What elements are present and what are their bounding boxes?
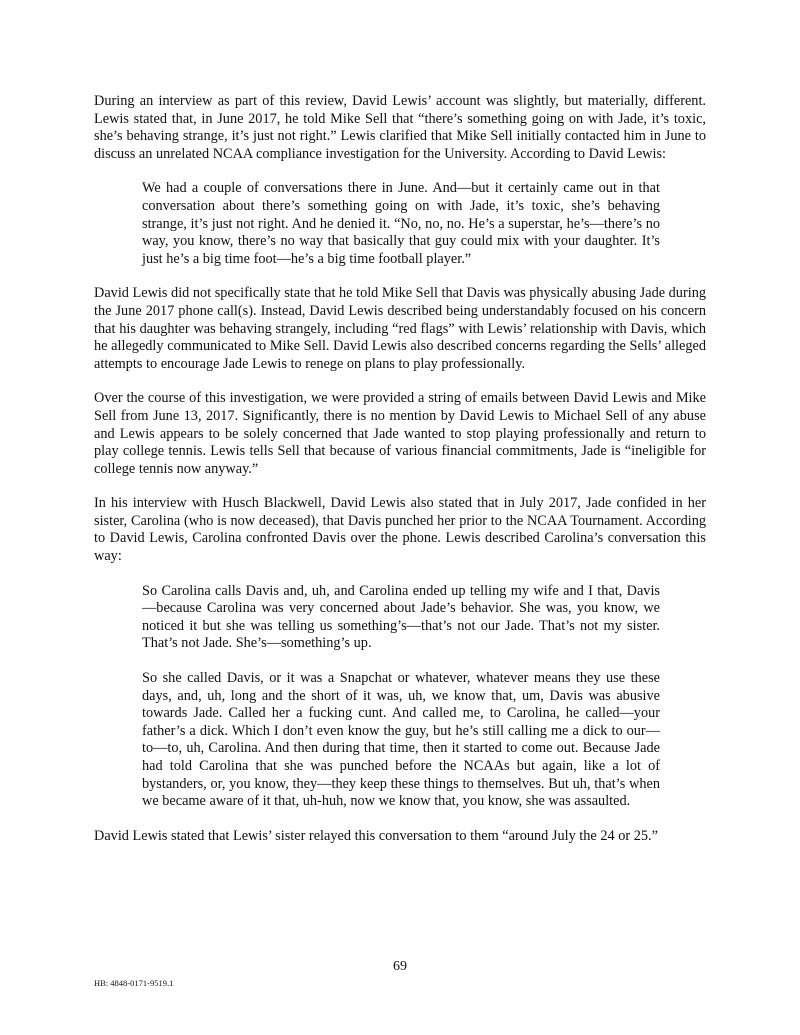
- page-number: 69: [393, 959, 407, 974]
- paragraph-husch-blackwell-interview: In his interview with Husch Blackwell, David Lewis also stated that in July 2017, Jade confided in her sister, Carolina (who is now deceased), that Davis punched her prior to the NCAA Tournament. According to David Lewis, Carolina confronted Davis over the phone. Lewis described Carolina’s conversation this way:: [94, 495, 706, 565]
- paragraph-june-phone-calls: David Lewis did not specifically state that he told Mike Sell that Davis was physically abusing Jade during the June 2017 phone call(s). Instead, David Lewis described being understandably focused on his concern that his daughter was behaving strangely, including “red flags” with Lewis’ relationship with Davis, which he allegedly communicated to Mike Sell. David Lewis also described concerns regarding the Sells’ alleged attempts to encourage Jade Lewis to renege on plans to play professionally.: [94, 285, 706, 372]
- block-quote-june-conversations: We had a couple of conversations there in June. And—but it certainly came out in that conversation about there’s something going on with Jade, it’s toxic, she’s behaving strange, it’s just not right. And he denied it. “No, no, no. He’s a superstar, he’s—there’s no way, you know, there’s no way that basically that guy could mix with your daughter. It’s just he’s a big time foot—he’s a big time football player.”: [142, 180, 660, 267]
- block-quote-snapchat: So she called Davis, or it was a Snapchat or whatever, whatever means they use these days, and, uh, long and the short of it was, uh, we know that, um, Davis was abusive towards Jade. Called her a fucking cunt. And called me, to Carolina, he called—your father’s a dick. Which I don’t even know the guy, but he’s still calling me a dick to our—to—to, uh, Carolina. And then during that time, then it started to come out. Because Jade had told Carolina that she was punched before the NCAAs but again, like a lot of bystanders, or, you know, they—they keep these things to themselves. But uh, that’s when we became aware of it that, uh-huh, now we know that, you know, she was assaulted.: [142, 670, 660, 810]
- document-id: HB: 4848-0171-9519.1: [94, 978, 174, 988]
- paragraph-july-date: David Lewis stated that Lewis’ sister relayed this conversation to them “around July the 24 or 25.”: [94, 827, 658, 844]
- document-body: [94, 93, 706, 862]
- block-quote-carolina-call: So Carolina calls Davis and, uh, and Carolina ended up telling my wife and I that, Davis—because Carolina was very concerned about Jade’s behavior. She was, you know, we noticed it but she was telling us something’s—that’s not our Jade. That’s not my sister. That’s not Jade. She’s—something’s up.: [142, 582, 660, 652]
- paragraph-interview-account: During an interview as part of this review, David Lewis’ account was slightly, but materially, different. Lewis stated that, in June 2017, he told Mike Sell that “there’s something going on with Jade, it’s toxic, she’s behaving strange, it’s just not right.” Lewis clarified that Mike Sell initially contacted him in June to discuss an unrelated NCAA compliance investigation for the University. According to David Lewis:: [94, 93, 706, 162]
- paragraph-email-string: Over the course of this investigation, we were provided a string of emails between David Lewis and Mike Sell from June 13, 2017. Significantly, there is no mention by David Lewis to Michael Sell of any abuse and Lewis appears to be solely concerned that Jade wanted to stop playing professionally and return to play college tennis. Lewis tells Sell that because of various financial commitments, Jade is “ineligible for college tennis now anyway.”: [94, 390, 706, 477]
